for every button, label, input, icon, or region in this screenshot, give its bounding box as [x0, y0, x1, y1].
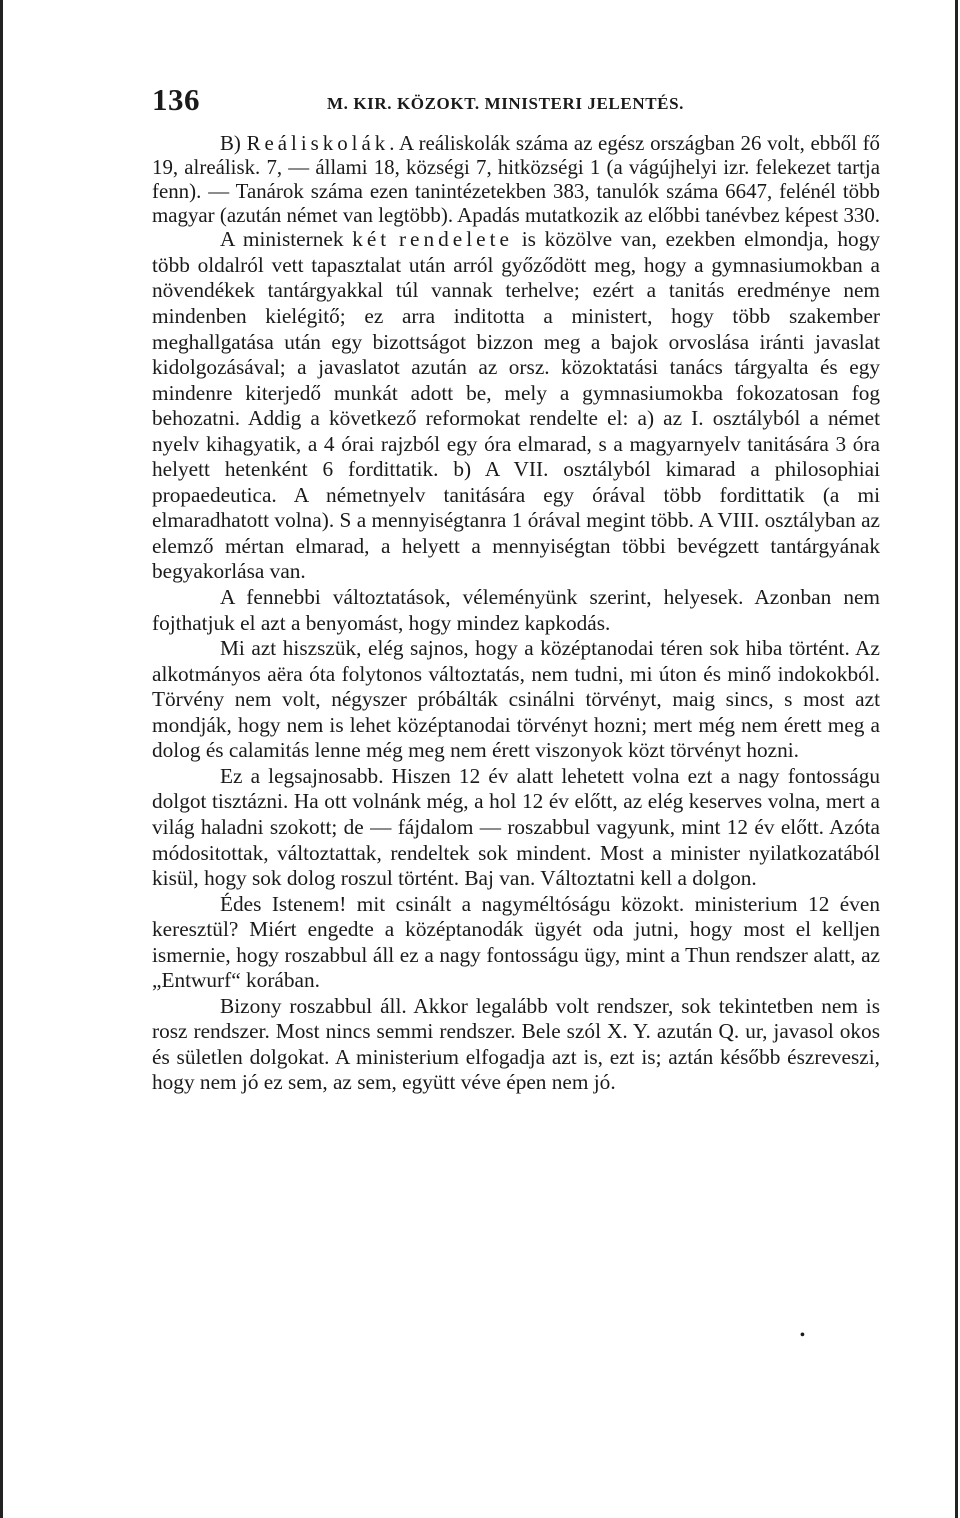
paragraph-text: is közölve van, ezekben elmondja, hogy több oldalról vett tapasztalat után arról győződött meg, hogy a gymnasiumokban a növendékek tantárgyakkal túl vannak terhelve; ezért a tanitás eredménye nem mindenben kielégitő; ez arra inditotta a ministert, hogy több szakember meghallgatása után egy bizottságot bizzon meg a bajok orvoslása iránti javaslat kidolgozásával; a javaslatot azután az orsz. közoktatási tanács tárgyalta és egy mindenre kiterjedő munkát adott be, mely a gymnasiumokba fokozatosan fog behozatni. Addig a következő reformokat rendelte el: a) az I. osztályból a német nyelv kihagyatik, a 4 órai rajzból egy óra elmarad, s a magyarnyelv tanitására 3 óra helyett hetenként 6 fordittatik. b) A VII. osztályból kimarad a philosophiai propaedeutica. A németnyelv tanitására egy órával több fordittatik (a mi elmaradhatott volna). S a mennyiségtanra 1 órával megint több. A VIII. osztályban az elemző mértan elmarad, a helyett a mennyiségtan többi bevégzett tantárgyának begyakorlása van. — [152, 227, 880, 584]
page-body — [152, 131, 880, 1096]
paragraph-lead: A ministernek — [220, 227, 353, 252]
paragraph-regret: Ez a legsajnosabb. Hiszen 12 év alatt lehetett volna ezt a nagy fontosságu dolgot tisztázni. Ha ott volnánk még, a hol 12 év előtt, az elég keserves volna, mert a világ haladni szokott; de — fájdalom — roszabbul vagyunk, mint 12 év előtt. Azóta módositottak, változtattak, rendeltek sok mindent. Most a minister nyilatkozatából kisül, hogy sok dolog roszul történt. Baj van. Változtatni kell a dolgon. — [152, 763, 880, 891]
paragraph-opinion: A fennebbi változtatások, véleményünk szerint, helyesek. Azonban nem fojthatjuk el azt a benyomást, hogy mindez kapkodás. — [152, 585, 880, 635]
spaced-word-ket: két — [352, 227, 391, 252]
spaced-heading-word: Reáliskolák — [246, 131, 390, 155]
word-gap — [390, 227, 399, 251]
section-label: B) — [220, 131, 247, 155]
right-margin-rule — [955, 0, 958, 1518]
spaced-word-rendelete: rendelete — [398, 227, 514, 252]
stray-print-mark: • — [800, 1328, 805, 1343]
page-number: 136 — [152, 82, 200, 117]
paragraph-text: . A reáliskolák száma az egész országban 26 volt, ebből fő 19, alreálisk. 7, — állami 18, községi 7, hitközségi 1 (a vágújhelyi izr. felekezet tartja fenn). — Tanárok száma ezen tanintézetekben 383, tanulók száma 6647, felénél több magyar (azután német van legtöbb). Apadás mutatkozik az előbbi tanévbez képest 330. — [152, 131, 881, 228]
paragraph-lament: Édes Istenem! mit csinált a nagyméltóságu közokt. ministerium 12 éven keresztül? Miért engedte a középtanodák ügyét oda jutni, hogy most el kelljen ismernie, hogy roszabbul áll ez a nagy fontosságu ügy, mint a Thun rendszer alatt, az „Entwurf“ korában. — [152, 891, 880, 993]
paragraph-history: Mi azt hiszszük, elég sajnos, hogy a középtanodai téren sok hiba történt. Az alkotmányos aëra óta folytonos változtatás, nem tudni, mi úton és minő indokokból. Törvény nem volt, négyszer próbálták csinálni törvényt, maig sincs, s most azt mondják, hogy nem is lehet középtanodai törvényt hozni; mert még nem érett meg a dolog és calamitás lenne még meg nem érett viszonyok közt törvényt hozni. — [152, 636, 880, 763]
paragraph-ministerial-decrees — [152, 227, 880, 585]
paragraph-realiskolak — [152, 131, 880, 227]
left-margin-rule — [0, 0, 3, 1518]
paragraph-conclusion: Bizony roszabbul áll. Akkor legalább volt rendszer, sok tekintetben nem is rosz rendszer. Most nincs semmi rendszer. Bele szól X. Y. azután Q. ur, javasol okos és sületlen dolgokat. A ministerium elfogadja azt is, ezt is; aztán később észreveszi, hogy nem jó ez sem, az sem, együtt véve épen nem jó. — [152, 993, 880, 1095]
running-title: M. KIR. KÖZOKT. MINISTERI JELENTÉS. — [327, 94, 684, 113]
